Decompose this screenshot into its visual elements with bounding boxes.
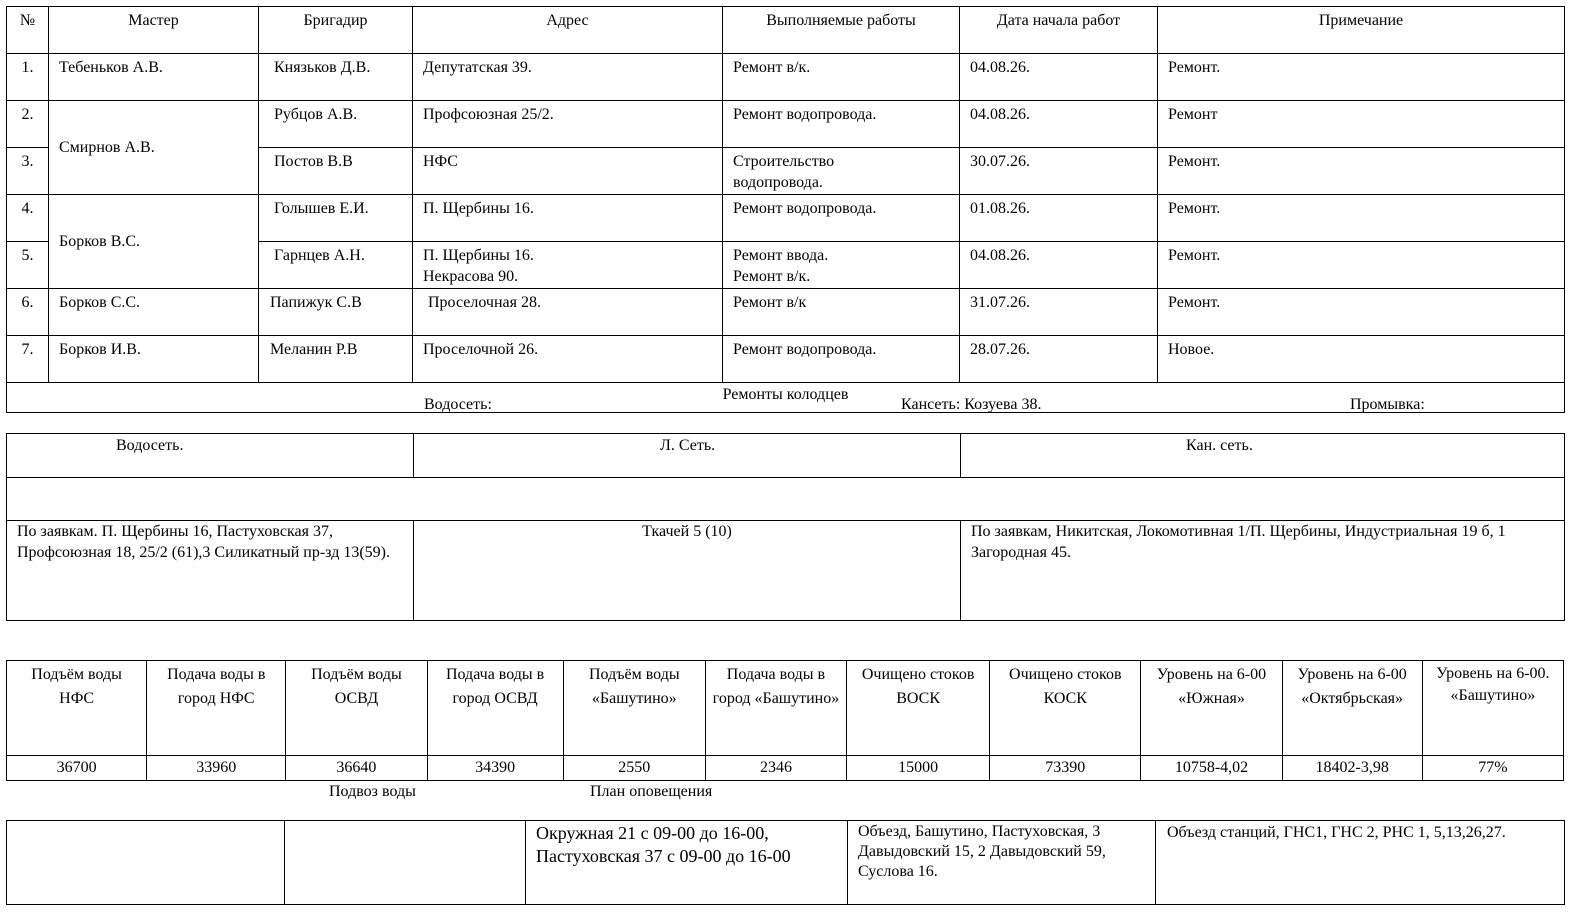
row-note: Ремонт. [1158,242,1565,289]
row-works: Ремонт ввода. Ремонт в/к. [723,242,960,289]
table-row [7,195,1565,242]
wells-repair-title: Ремонты колодцев [7,383,1565,413]
notification-plan-label: План оповещения [590,783,713,800]
row-date: 04.08.26. [960,54,1158,101]
row-num: 6. [7,289,49,336]
value-vosk: 15000 [847,756,990,781]
table-row [7,336,1565,383]
row-foreman: Меланин Р.В [259,336,413,383]
header-foreman: Бригадир [259,7,413,54]
row-master: Борков И.В. [49,336,259,383]
row-note: Новое. [1158,336,1565,383]
row-note: Ремонт. [1158,289,1565,336]
network-header-row [7,434,1565,478]
water-table [6,660,1564,781]
promyvka-label: Промывка: [1350,396,1425,413]
water-delivery-schedule: Окружная 21 с 09-00 до 16-00, Пастуховская 37 с 09-00 до 16-00 [526,821,848,905]
header-master: Мастер [49,7,259,54]
value-nfs-supply: 33960 [147,756,286,781]
value-kosk: 73390 [990,756,1141,781]
header-nfs-lift: Подъём воды НФС [7,661,147,756]
table-row [7,54,1565,101]
row-num: 2. [7,101,49,148]
row-address: П. Щербины 16. Некрасова 90. [413,242,723,289]
water-header-row [7,661,1564,756]
row-master: Тебеньков А.В. [49,54,259,101]
row-works: Ремонт водопровода. [723,101,960,148]
header-bashutino-supply: Подача воды в город «Башутино» [705,661,846,756]
value-nfs-lift: 36700 [7,756,147,781]
header-level-yuzhnaya: Уровень на 6-00 «Южная» [1141,661,1282,756]
row-foreman: Папижук С.В [259,289,413,336]
row-note: Ремонт. [1158,148,1565,195]
header-vosk: Очищено стоков ВОСК [847,661,990,756]
stations-detour: Объезд станций, ГНС1, ГНС 2, РНС 1, 5,13,26,27. [1156,821,1565,905]
header-kosk: Очищено стоков КОСК [990,661,1141,756]
table-footer-row [7,383,1565,413]
row-date: 30.07.26. [960,148,1158,195]
header-address: Адрес [413,7,723,54]
row-master: Борков С.С. [49,289,259,336]
row-address: Депутатская 39. [413,54,723,101]
header-date: Дата начала работ [960,7,1158,54]
row-master: Смирнов А.В. [49,101,259,195]
row-num: 4. [7,195,49,242]
network-table [6,433,1565,621]
row-date: 31.07.26. [960,289,1158,336]
row-note: Ремонт. [1158,195,1565,242]
row-num: 3. [7,148,49,195]
row-note: Ремонт [1158,101,1565,148]
header-level-oktyabrskaya: Уровень на 6-00 «Октябрьская» [1282,661,1422,756]
value-level-bashutino: 77% [1422,756,1563,781]
header-osvd-lift: Подъём воды ОСВД [286,661,427,756]
header-bashutino-lift: Подъём воды «Башутино» [563,661,705,756]
table-row [7,289,1565,336]
detour-addresses: Объезд, Башутино, Пастуховская, 3 Давыдовский 15, 2 Давыдовский 59, Суслова 16. [848,821,1156,905]
row-foreman: Гарнцев А.Н. [259,242,413,289]
table-header-row [7,7,1565,54]
row-address: Проселочная 28. [413,289,723,336]
value-osvd-lift: 36640 [286,756,427,781]
row-date: 01.08.26. [960,195,1158,242]
header-level-bashutino: Уровень на 6-00. «Башутино» [1422,661,1563,756]
header-osvd-supply: Подача воды в город ОСВД [427,661,563,756]
kanset-requests: По заявкам, Никитская, Локомотивная 1/П. Щербины, Индустриальная 19 б, 1 Загородная 45. [961,521,1565,621]
value-level-yuzhnaya: 10758-4,02 [1141,756,1282,781]
table-row [7,101,1565,148]
vodoset-requests: По заявкам. П. Щербины 16, Пастуховская 37, Профсоюзная 18, 25/2 (61),3 Силикатный пр-зд 13(59). [7,521,414,621]
empty-cell [285,821,526,905]
row-date: 04.08.26. [960,242,1158,289]
vodoset-label: Водосеть: [424,396,492,413]
value-bashutino-supply: 2346 [705,756,846,781]
row-works: Ремонт в/к. [723,54,960,101]
header-note: Примечание [1158,7,1565,54]
header-nfs-supply: Подача воды в город НФС [147,661,286,756]
value-osvd-supply: 34390 [427,756,563,781]
row-works: Ремонт в/к [723,289,960,336]
value-bashutino-lift: 2550 [563,756,705,781]
row-address: П. Щербины 16. [413,195,723,242]
lset-requests: Ткачей 5 (10) [414,521,961,621]
header-lset: Л. Сеть. [414,434,961,478]
row-num: 5. [7,242,49,289]
row-foreman: Голышев Е.И. [259,195,413,242]
empty-cell [7,821,285,905]
bottom-table [6,820,1565,905]
kanset-label: Кансеть: Козуева 38. [901,396,1042,413]
row-date: 04.08.26. [960,101,1158,148]
header-kanset: Кан. сеть. [961,434,1565,478]
row-works: Строительство водопровода. [723,148,960,195]
work-table [6,6,1565,413]
row-foreman: Князьков Д.В. [259,54,413,101]
row-num: 7. [7,336,49,383]
row-address: Профсоюзная 25/2. [413,101,723,148]
network-empty-row [7,478,1565,521]
bottom-row [7,821,1565,905]
network-content-row [7,521,1565,621]
empty-cell [7,478,1565,521]
row-date: 28.07.26. [960,336,1158,383]
header-works: Выполняемые работы [723,7,960,54]
row-master: Борков В.С. [49,195,259,289]
row-note: Ремонт. [1158,54,1565,101]
value-level-oktyabrskaya: 18402-3,98 [1282,756,1422,781]
row-num: 1. [7,54,49,101]
row-foreman: Рубцов А.В. [259,101,413,148]
row-works: Ремонт водопровода. [723,336,960,383]
row-foreman: Постов В.В [259,148,413,195]
row-works: Ремонт водопровода. [723,195,960,242]
row-address: НФС [413,148,723,195]
water-values-row [7,756,1564,781]
header-num: № [7,7,49,54]
water-delivery-label: Подвоз воды [329,783,416,800]
row-address: Проселочной 26. [413,336,723,383]
header-vodoset: Водосеть. [7,434,414,478]
